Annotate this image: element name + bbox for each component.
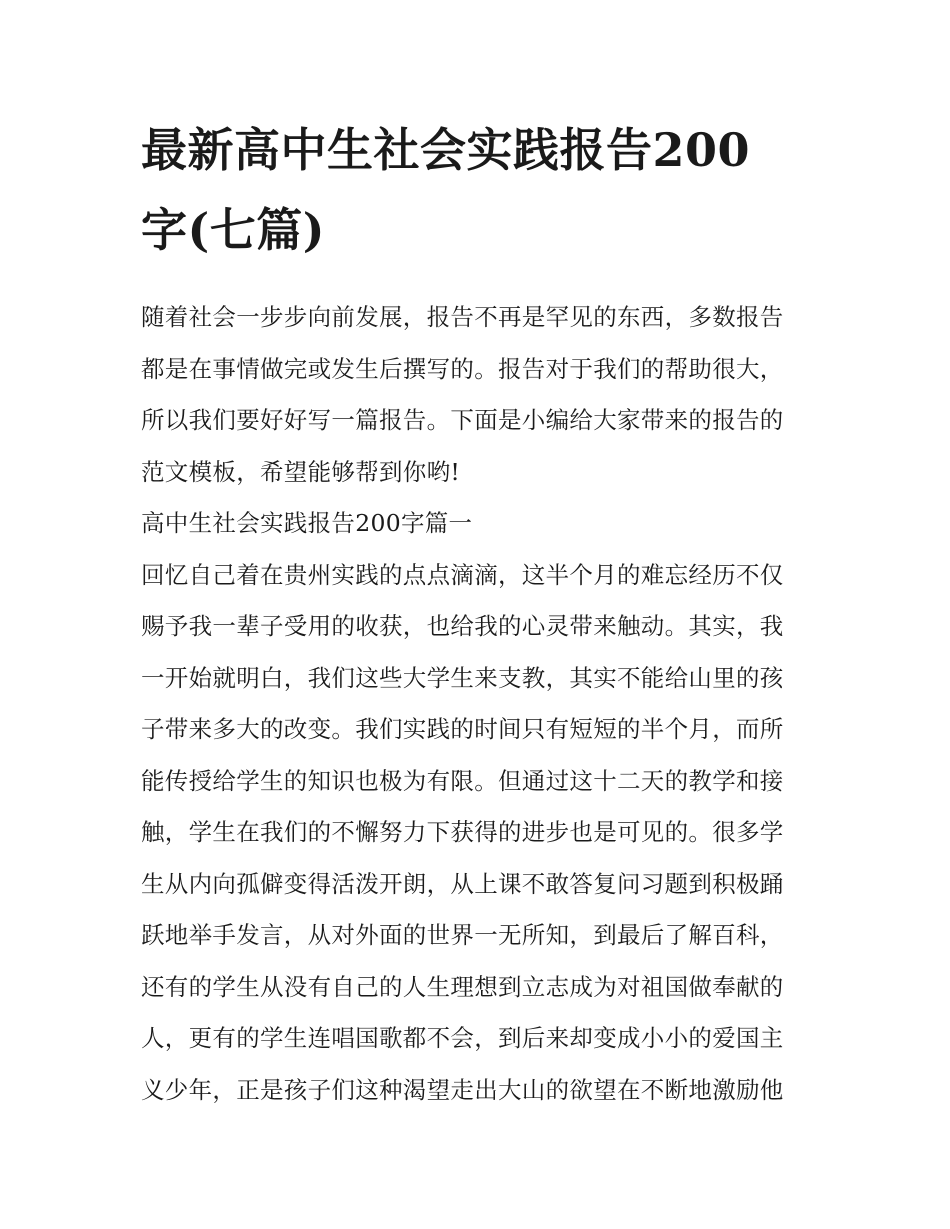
intro-line: 范文模板，希望能够帮到你哟! [141, 457, 461, 486]
intro-line: 所以我们要好好写一篇报告。下面是小编给大家带来的报告的 [141, 406, 784, 434]
paragraph-line: 赐予我一辈子受用的收获，也给我的心灵带来触动。其实，我 [141, 612, 784, 640]
intro-line: 随着社会一步步向前发展，报告不再是罕见的东西，多数报告 [141, 303, 784, 331]
document-body [141, 292, 813, 1116]
title-line: 最新高中生社会实践报告200 [141, 123, 751, 177]
paragraph-line: 触，学生在我们的不懈努力下获得的进步也是可见的。很多学 [141, 818, 784, 846]
paragraph-line: 义少年，正是孩子们这种渴望走出大山的欲望在不断地激励他 [141, 1075, 784, 1104]
paragraph-line: 跃地举手发言，从对外面的世界一无所知，到最后了解百科， [141, 921, 784, 949]
section-heading: 高中生社会实践报告200字篇一 [141, 509, 473, 537]
paragraph-line: 能传授给学生的知识也极为有限。但通过这十二天的教学和接 [141, 766, 784, 795]
paragraph-line: 回忆自己着在贵州实践的点点滴滴，这半个月的难忘经历不仅 [141, 560, 784, 589]
intro-line: 都是在事情做完或发生后撰写的。报告对于我们的帮助很大， [141, 354, 784, 383]
paragraph-line: 人，更有的学生连唱国歌都不会，到后来却变成小小的爱国主 [141, 1024, 784, 1052]
paragraph-line: 子带来多大的改变。我们实践的时间只有短短的半个月，而所 [141, 715, 784, 743]
paragraph-line: 一开始就明白，我们这些大学生来支教，其实不能给山里的孩 [141, 663, 784, 692]
document-title [141, 110, 813, 270]
paragraph-line: 还有的学生从没有自己的人生理想到立志成为对祖国做奉献的 [141, 972, 784, 1001]
title-line: 字(七篇) [141, 203, 326, 257]
paragraph-line: 生从内向孤僻变得活泼开朗，从上课不敢答复问习题到积极踊 [141, 869, 784, 898]
document-content [141, 110, 813, 1116]
